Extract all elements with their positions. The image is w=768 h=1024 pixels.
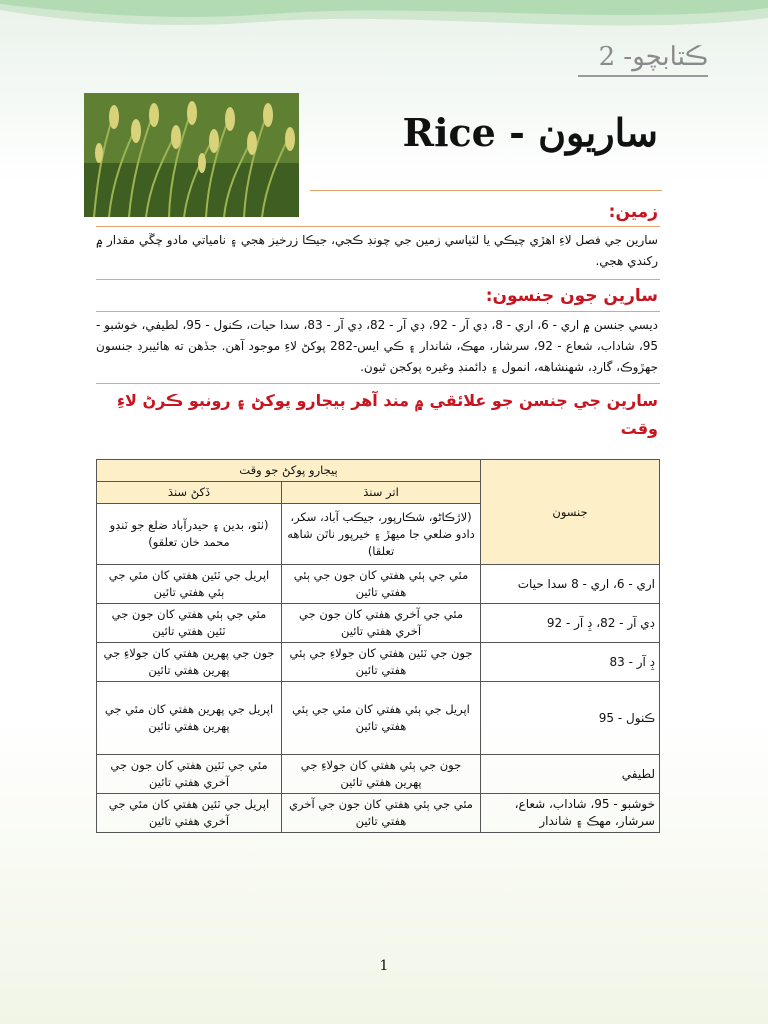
- booklet-label: ڪتابچو- 2: [578, 42, 708, 77]
- variety-column-header: جنسون: [481, 460, 660, 565]
- variety-cell: لطيفي: [481, 755, 660, 794]
- north-sindh-header: اتر سنڌ: [282, 482, 481, 504]
- north-cell: جون جي ٻئي هفتي کان جولاءِ جي پهرين هفتي تائين: [282, 755, 481, 794]
- table-row: [97, 604, 660, 643]
- south-sindh-districts: (ٺٽو، بدين ۽ حيدرآباد ضلع جو ٽنڊو محمد خان تعلقو): [97, 504, 282, 565]
- south-cell: جون جي پهرين هفتي کان جولاءِ جي پهرين هفتي تائين: [97, 643, 282, 682]
- south-cell: اپريل جي پهرين هفتي کان مئي جي پهرين هفتي تائين: [97, 682, 282, 755]
- table-row: [97, 643, 660, 682]
- north-sindh-districts: (لاڙڪاڻو، شڪارپور، جيڪب آباد، سکر، دادو ضلعي جا ميهڙ ۽ خيرپور ناٿن شاهه تعلقا): [282, 504, 481, 565]
- table-row: [97, 794, 660, 833]
- north-cell: مئي جي ٻئي هفتي کان جون جي ٻئي هفتي تائين: [282, 565, 481, 604]
- varieties-text: ديسي جنسن ۾ اري - 6، اري - 8، ڊي آر - 92، ڊي آر - 82، ڊي آر - 83، سدا حيات، ڪنول - 95، لطيفي، خوشبو - 95، شاداب، شعاع - 92، سرشار، مهڪ، شاندار ۽ ڪي ايس-282 پوکڻ لاءِ موجود آهن. جڏهن ته هائيبرڊ جنسون جهڙوڪ، گارڊ، شهنشاهه، انمول ۽ ڊائمنڊ وغيره پوکجن ٿيون.: [96, 318, 659, 374]
- table-row: [97, 565, 660, 604]
- varieties-heading: سارين جون جنسون:: [485, 286, 658, 306]
- variety-cell: اري - 6، اري - 8 سدا حيات: [481, 565, 660, 604]
- north-cell: جون جي ٽئين هفتي کان جولاءِ جي ٻئي هفتي تائين: [282, 643, 481, 682]
- soil-heading: زمين:: [608, 202, 658, 222]
- table-row: [97, 755, 660, 794]
- variety-cell: خوشبو - 95، شاداب، شعاع، سرشار، مهڪ ۽ شاندار: [481, 794, 660, 833]
- header-wave: [0, 0, 768, 40]
- south-cell: مئي جي ٻئي هفتي کان جون جي ٽئين هفتي تائين: [97, 604, 282, 643]
- page-number: 1: [379, 958, 389, 974]
- divider: [96, 311, 660, 312]
- timing-heading: سارين جي جنسن جو علائقي ۾ مند آهر ٻيجارو پوکڻ ۽ رونبو ڪرڻ لاءِ وقت: [116, 391, 658, 438]
- sowing-time-table: [96, 459, 660, 833]
- north-cell: مئي جي آخري هفتي کان جون جي آخري هفتي تائين: [282, 604, 481, 643]
- north-cell: اپريل جي ٻئي هفتي کان مئي جي ٻئي هفتي تائين: [282, 682, 481, 755]
- south-cell: مئي جي ٽئين هفتي کان جون جي آخري هفتي تائين: [97, 755, 282, 794]
- variety-cell: ڊِ آر - 83: [481, 643, 660, 682]
- table-row: [97, 682, 660, 755]
- north-cell: مئي جي ٻئي هفتي کان جون جي آخري هفتي تائين: [282, 794, 481, 833]
- soil-text: سارين جي فصل لاءِ اهڙي چيڪي يا لٽياسي زمين جي چونڊ ڪجي، جيڪا زرخيز هجي ۽ نامياتي مادو چڱي مقدار ۾ رکندي هجي.: [96, 233, 658, 268]
- divider: [96, 279, 660, 280]
- south-sindh-header: ڏکڻ سنڌ: [97, 482, 282, 504]
- divider: [96, 383, 660, 384]
- sowing-time-header: ٻيجارو پوکڻ جو وقت: [97, 460, 481, 482]
- south-cell: اپريل جي ٽئين هفتي کان مئي جي ٻئي هفتي تائين: [97, 565, 282, 604]
- divider: [96, 226, 660, 227]
- variety-cell: ڊي آر - 82، ڊِ آر - 92: [481, 604, 660, 643]
- south-cell: اپريل جي ٽئين هفتي کان مئي جي آخري هفتي تائين: [97, 794, 282, 833]
- divider: [310, 190, 662, 191]
- page-title: ساريون - Rice: [402, 110, 658, 155]
- rice-field-photo: [84, 93, 299, 217]
- variety-cell: ڪنول - 95: [481, 682, 660, 755]
